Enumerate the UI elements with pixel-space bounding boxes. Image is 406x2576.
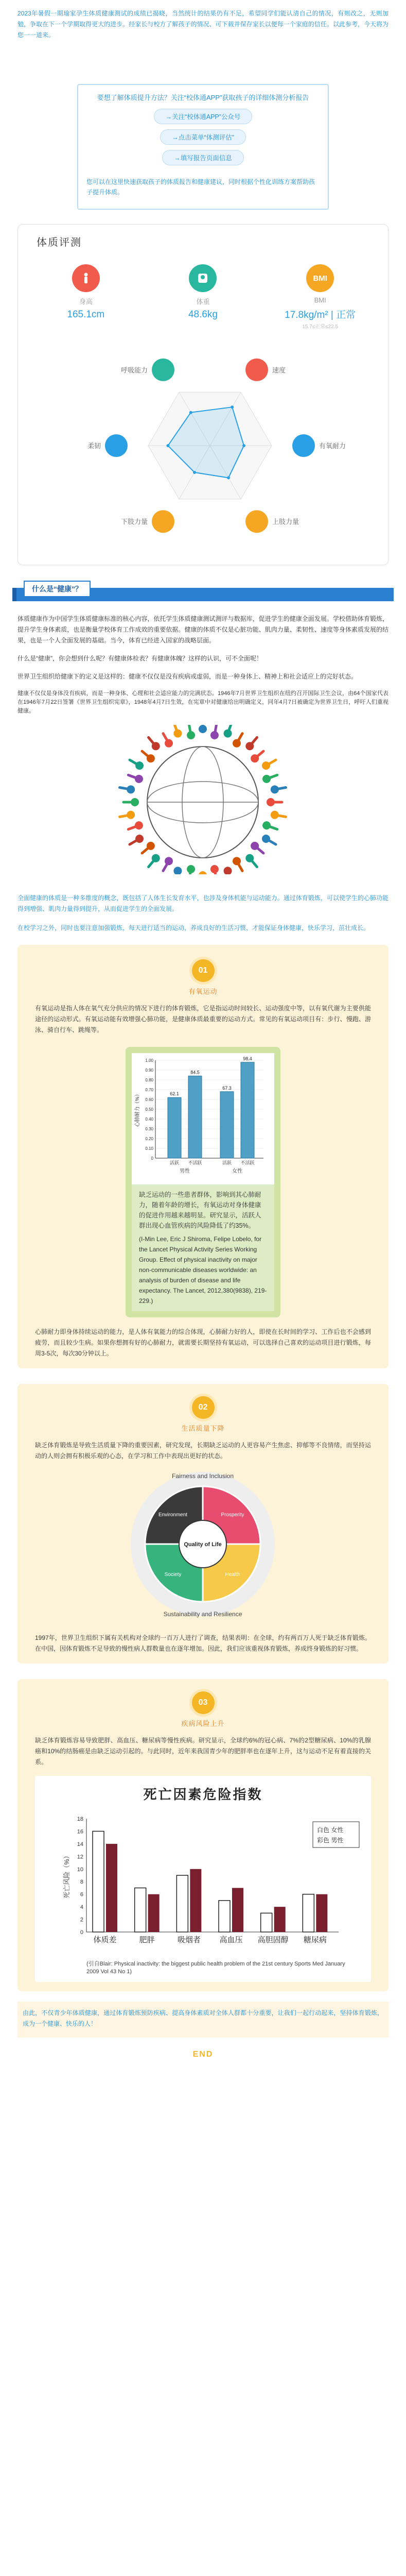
cardio-y-tick: 0.50 <box>145 1107 153 1112</box>
radar-point <box>189 411 192 414</box>
sport-figure-icon <box>262 775 271 783</box>
height-value: 165.1cm <box>67 309 105 320</box>
metrics-row <box>27 264 379 330</box>
risk-bar-male <box>232 1888 243 1932</box>
height-label: 身高 <box>79 298 93 306</box>
cardio-category-label: 活跃 <box>222 1160 232 1165</box>
cardio-y-tick: 0.60 <box>145 1097 153 1102</box>
cardio-category-label: 不活跃 <box>188 1160 202 1165</box>
sport-figure-body <box>119 788 127 789</box>
notice-box <box>77 84 329 210</box>
risk-bar-female <box>135 1888 146 1932</box>
radar-axis-icon <box>292 434 315 457</box>
radar-axis-icon <box>152 510 174 533</box>
sport-figure-icon <box>271 811 279 819</box>
globe-illustration <box>0 725 406 874</box>
sport-figure-body <box>229 725 232 730</box>
risk-bar-female <box>219 1901 230 1932</box>
cardio-y-tick: 0.70 <box>145 1088 153 1092</box>
sport-figure-body <box>239 734 242 740</box>
sport-figure-body <box>271 775 277 777</box>
sport-figure-body <box>174 725 176 730</box>
radar-axis-label: 速度 <box>272 366 286 374</box>
radar-axis-label: 下肢力量 <box>120 518 148 526</box>
wheel-svg <box>17 1467 389 1626</box>
ruler-icon <box>72 264 100 292</box>
sport-figure-body <box>252 861 257 867</box>
sport-figure-body <box>189 725 190 731</box>
wheel-segment-label: Environment <box>158 1512 188 1518</box>
risk-category-label: 糖尿病 <box>303 1936 327 1944</box>
risk-legend-label: 彩色 男性 <box>317 1837 344 1844</box>
wheel-segment-label: Society <box>164 1571 182 1578</box>
sport-figure-body <box>130 841 136 844</box>
after-chart-text: 心肺耐力即身体持续运动的能力，是人体有氧能力的综合体现，心肺耐力好的人，即使在长时间的学习、工作后也不会感到疲劳，而且较少生病。如果你想拥有好的心肺耐力，就需要长期坚持有氧运动，可以选择自己喜欢的运动项目进行锻炼，每周3-5次，每次30分钟以上。 <box>35 1328 371 1357</box>
sport-figure-icon <box>187 731 195 739</box>
sport-figure-body <box>142 751 148 756</box>
radar-axis-label: 有氧耐力 <box>319 442 346 450</box>
globe-svg <box>0 725 406 874</box>
section2-blue-paragraph-1: 全面健康的体质是一种多维度的概念，既包括了人体生长发育水平，也涉及身体机能与运动能力。通过体育锻炼，可以使学生的心肺功能得到增强、肌肉力量得到提升，从而促进学生的全面发展。 <box>17 894 389 912</box>
weight-metric <box>164 264 241 330</box>
sport-figure-icon <box>173 730 182 738</box>
sport-figure-icon <box>127 785 135 793</box>
item3-card <box>17 1679 389 1991</box>
notice-lead: 要想了解体质提升方法？关注“校体通APP”获取孩子的详细体测分析报告 <box>97 94 309 101</box>
sport-figure-body <box>270 760 276 764</box>
weight-value: 48.6kg <box>188 309 218 320</box>
item2-heading <box>17 1396 389 1433</box>
risk-bar-male <box>190 1869 201 1932</box>
risk-y-tick: 6 <box>80 1891 83 1898</box>
sport-figure-body <box>215 873 216 874</box>
cardio-chart-box <box>126 1047 280 1317</box>
item1-text: 有氧运动是指人体在氧气充分供应的情况下进行的体育锻炼，它是指运动时间较长、运动强度中等，以有氧代谢为主要供能途径的运动形式。有氧运动能有效增强心肺功能，是健康体质最重要的运动方式。常见的有氧运动项目有：步行、慢跑、游泳、骑自行车、跳绳等。 <box>35 1005 371 1033</box>
sport-figure-icon <box>173 867 182 874</box>
sport-figure-body <box>128 775 135 777</box>
risk-y-tick: 16 <box>77 1828 83 1835</box>
height-metric <box>47 264 125 330</box>
risk-y-tick: 4 <box>80 1904 83 1911</box>
chart-caption <box>132 1184 274 1311</box>
risk-y-tick: 10 <box>77 1866 83 1873</box>
risk-y-tick: 14 <box>77 1841 83 1848</box>
radar-point <box>166 444 169 447</box>
item1-title: 有氧运动 <box>188 988 218 995</box>
radar-axis-label: 呼吸能力 <box>120 366 148 374</box>
sport-figure-body <box>279 816 286 817</box>
risk-category-label: 肥胖 <box>139 1936 155 1944</box>
cardio-bar <box>241 1062 254 1158</box>
item2-title: 生活质量下降 <box>181 1425 225 1432</box>
sport-figure-icon <box>224 730 232 738</box>
sport-figure-icon <box>187 865 195 873</box>
sport-figure-body <box>119 816 127 817</box>
cardio-y-tick: 0.80 <box>145 1078 153 1082</box>
cardio-y-tick: 0.10 <box>145 1146 153 1151</box>
sport-figure-body <box>271 827 277 829</box>
sport-figure-body <box>258 751 263 756</box>
intro-paragraph: 2023年暑假一期瑜家孕生体质健康测试的成绩已揭晓，当然统计的结果仍有不足，希望同学们能认清自己的情况，有则改之，无则加勉，争取在下一个学期取得更大的进步。经家长与校方了解孩子的情况、可下载并保存家长以便每一个家庭的信任。以此参考，今天将为您一一道来。 <box>17 10 389 39</box>
cardio-y-tick: 1.00 <box>145 1058 153 1063</box>
radar-svg <box>27 335 397 556</box>
bmi-range: 15.7≤正常≤22.5 <box>302 324 339 330</box>
item1-heading <box>17 959 389 996</box>
risk-bar-female <box>93 1831 104 1932</box>
radar-axis-label: 柔韧 <box>87 442 101 450</box>
risk-y-tick: 2 <box>80 1917 83 1923</box>
item2-text: 缺乏体育锻炼是导致生活质量下降的重要因素，研究发现，长期缺乏运动的人更容易产生焦虑、抑郁等不良情绪，而坚持运动的人则会拥有积极乐观的心态，在学习和工作中表现出更好的状态。 <box>35 1442 371 1460</box>
risk-category-label: 高血压 <box>219 1936 243 1944</box>
after-wheel-text: 1997年，世界卫生组织下属有关机构对全球约一百万人进行了调查，结果表明：在全球，约有两百万人死于缺乏体育锻炼。在中国，因体育锻炼不足导致的慢性病人群数量也在逐年增加。因此，我们应该重视体育锻炼，养成终身锻炼的好习惯。 <box>35 1634 371 1652</box>
radar-axis-icon <box>105 434 128 457</box>
sport-figure-icon <box>262 821 271 829</box>
item3-heading <box>17 1691 389 1728</box>
section-tag: 什么是“健康”？ <box>24 581 91 597</box>
sport-figure-icon <box>224 867 232 874</box>
notice-step-1[interactable]: →关注“校体通APP”公众号 <box>154 109 253 124</box>
item2-card <box>17 1384 389 1664</box>
item3-text: 缺乏体育锻炼容易导致肥胖、高血压、糖尿病等慢性疾病。研究显示，全球约6%的冠心病、7%的2型糖尿病、10%的乳腺癌和10%的结肠癌是由缺乏运动引起的。与此同时，近年来我国青少年的肥胖率也在逐年上升，这与运动不足有着直接的关系。 <box>35 1737 371 1766</box>
risk-y-tick: 18 <box>77 1816 83 1822</box>
sport-figure-icon <box>210 731 219 739</box>
radar-axis-icon <box>245 510 268 533</box>
cardio-y-tick: 0.90 <box>145 1068 153 1073</box>
risk-chart-source: (引自Blair: Physical inactivity: the biggest public health problem of the 21st century Sports Med January 2009 Vol 43 No 1) <box>86 1961 345 1975</box>
risk-bar-female <box>303 1894 314 1932</box>
sport-figure-body <box>128 827 135 829</box>
section1-paragraph-4: 健康不仅仅是身体没有疾病，而是一种身体、心理和社会适应能力的完满状态。1946年7月世界卫生组织在纽约召开国际卫生会议，由64个国家代表在1946年7月22日签署《世界卫生组织宪章》，1948年4月7日生效，在宪章中对健康给出明确定义，同年4月7日被确定为世界卫生日，呼吁人们重视健康。 <box>17 690 389 714</box>
cardio-data-label: 98.4 <box>243 1056 252 1061</box>
sport-figure-icon <box>131 798 139 806</box>
quality-of-life-wheel <box>17 1467 389 1626</box>
sport-figure-icon <box>135 775 143 783</box>
sport-figure-icon <box>271 785 279 793</box>
sport-figure-body <box>279 788 286 789</box>
radar-point <box>227 476 230 479</box>
end-mark: END <box>192 2050 214 2059</box>
sport-figure-body <box>215 725 216 731</box>
risk-y-tick: 0 <box>80 1929 83 1936</box>
notice-step-3[interactable]: →填写报告页面信息 <box>162 150 244 165</box>
closing-box <box>17 2002 389 2038</box>
risk-category-label: 高胆固醇 <box>257 1936 289 1944</box>
sport-figure-icon <box>210 865 219 873</box>
wheel-segment-label: Health <box>225 1571 240 1578</box>
section2-blue-paragraph-2: 在校学习之外，同时也要注意加强锻炼，每天进行适当的运动，养成良好的生活习惯，才能保证身体健康，快乐学习，茁壮成长。 <box>17 924 370 931</box>
sport-figure-icon <box>135 821 143 829</box>
cardio-group-label: 女性 <box>232 1168 242 1174</box>
item1-card <box>17 945 389 1368</box>
wheel-center-label: Quality of Life <box>184 1541 222 1548</box>
cardio-bar <box>168 1097 181 1158</box>
risk-category-label: 吸烟者 <box>177 1936 201 1944</box>
cardio-y-tick: 0.30 <box>145 1127 153 1131</box>
risk-category-label: 体质差 <box>93 1936 117 1944</box>
cardio-y-tick: 0.20 <box>145 1137 153 1141</box>
cardio-data-label: 84.5 <box>190 1070 200 1075</box>
risk-bar-male <box>316 1894 327 1932</box>
risk-bar-chart <box>35 1803 371 1958</box>
sport-figure-body <box>258 849 263 853</box>
wheel-outer-bottom-label: Sustainability and Resilience <box>163 1611 242 1618</box>
bmi-label: BMI <box>314 296 326 304</box>
notice-step-2[interactable]: →点击菜单“体测评估” <box>160 129 246 145</box>
sport-figure-body <box>149 737 153 743</box>
cardio-bar <box>220 1092 234 1158</box>
sport-figure-body <box>149 861 153 867</box>
sport-figure-body <box>163 865 167 871</box>
closing-text: 由此，不仅青少年体质健康，通过体育锻炼预防疾病、提高身体素质对全体人群都十分重要，让我们一起行动起来，坚持体育锻炼，成为一个健康、快乐的人！ <box>23 2009 383 2027</box>
item3-title: 疾病风险上升 <box>181 1720 225 1727</box>
fitness-title: 体质评测 <box>37 237 82 248</box>
wheel-segment-label: Prosperity <box>221 1512 244 1518</box>
bmi-value: 17.8kg/m² | 正常 <box>285 310 356 320</box>
sport-figure-body <box>142 849 148 853</box>
section1-paragraph-3: 世界卫生组织给健康下的定义是这样的：健康不仅仅是没有疾病或虚弱，而是一种身体上、精神上和社会适应上的完好状态。 <box>17 673 358 680</box>
radar-point <box>242 444 245 447</box>
sport-figure-body <box>252 737 257 743</box>
cardio-y-tick: 0.40 <box>145 1117 153 1122</box>
weight-label: 体重 <box>196 298 210 306</box>
cardio-bar-chart <box>132 1053 273 1182</box>
radar-point <box>231 405 234 409</box>
bmi-metric <box>281 264 359 330</box>
cardio-bar <box>188 1076 202 1158</box>
risk-y-label: 死亡风险（%） <box>63 1852 70 1899</box>
cardio-y-label: 心肺耐力（%） <box>135 1091 140 1127</box>
sport-figure-icon <box>127 811 135 819</box>
sport-figure-body <box>189 873 190 874</box>
risk-legend-label: 白色 女性 <box>317 1826 344 1834</box>
cardio-data-label: 67.3 <box>222 1085 232 1091</box>
radar-point <box>193 471 196 474</box>
sport-figure-icon <box>199 871 207 874</box>
risk-y-tick: 8 <box>80 1879 83 1886</box>
risk-bar-male <box>274 1907 286 1932</box>
cardio-group-label: 男性 <box>180 1168 190 1174</box>
risk-chart-title: 死亡因素危险指数 <box>143 1787 263 1802</box>
cardio-data-label: 62.1 <box>170 1091 179 1097</box>
risk-y-tick: 12 <box>77 1854 83 1860</box>
cardio-y-tick: 0 <box>151 1156 153 1161</box>
wheel-outer-top-label: Fairness and Inclusion <box>171 1472 234 1480</box>
bmi-icon: BMI <box>306 264 334 292</box>
risk-bar-female <box>261 1913 272 1932</box>
radar-chart <box>27 335 379 556</box>
section1-paragraph-2: 什么是“健康”，你会想到什么呢？有健康体检表？有健康体魄？这样的认识，可不全面呢！ <box>17 655 262 662</box>
risk-chart <box>35 1776 371 1982</box>
sport-figure-body <box>163 734 167 740</box>
cardio-category-label: 活跃 <box>169 1160 180 1165</box>
caption-text: 缺乏运动的一些患者群体，影响到其心肺耐力，随着年龄的增长，有氧运动对身体健康的促进作用越来越明显。研究显示，活跃人群出现心血管疾病的风险降低了约35%。 <box>139 1191 261 1229</box>
sport-figure-body <box>239 865 242 871</box>
scale-icon <box>189 264 217 292</box>
radar-axis-label: 上肢力量 <box>272 518 299 526</box>
radar-axis-icon <box>245 359 268 381</box>
radar-axis-icon <box>152 359 174 381</box>
section1-paragraph-1: 体质健康作为中国学生体质健康标准的核心内容，依托学生体质健康测试测评与数据库，促进学生的健康全面发展。学校借助体育锻炼，提升学生身体素质，也是衡量学校体育工作成效的重要依据。健康的体质不仅是心脏功能、肌肉力量、柔韧性、速度等身体素质发展的结果，也是一个人全面发展的基础。当今，体育已经进入国家的战略层面。 <box>17 615 389 644</box>
sport-figure-body <box>130 760 136 764</box>
risk-bar-male <box>106 1844 117 1932</box>
cardio-category-label: 不活跃 <box>240 1160 255 1165</box>
item2-badge: 02 <box>192 1396 215 1419</box>
risk-bar-female <box>176 1875 188 1932</box>
fitness-card <box>17 224 389 565</box>
section-banner-health <box>12 585 394 601</box>
item1-badge: 01 <box>192 959 215 982</box>
notice-note: 您可以在这里快速获取孩子的体质报告和健康建议，同时根据个性化训练方案帮助孩子提升体质。 <box>86 178 315 196</box>
sport-figure-body <box>270 841 276 844</box>
item3-badge: 03 <box>192 1691 215 1714</box>
caption-reference: (I-Min Lee, Eric J Shiroma, Felipe Lobelo, for the Lancet Physical Activity Series Working Group. Effect of physical inactivity on major non-communicable diseases worldwide: an analysis of burden of disease and life expectancy. The Lancet, 2012,380(9838), 219-229.) <box>139 1235 267 1304</box>
risk-bar-male <box>148 1894 160 1932</box>
